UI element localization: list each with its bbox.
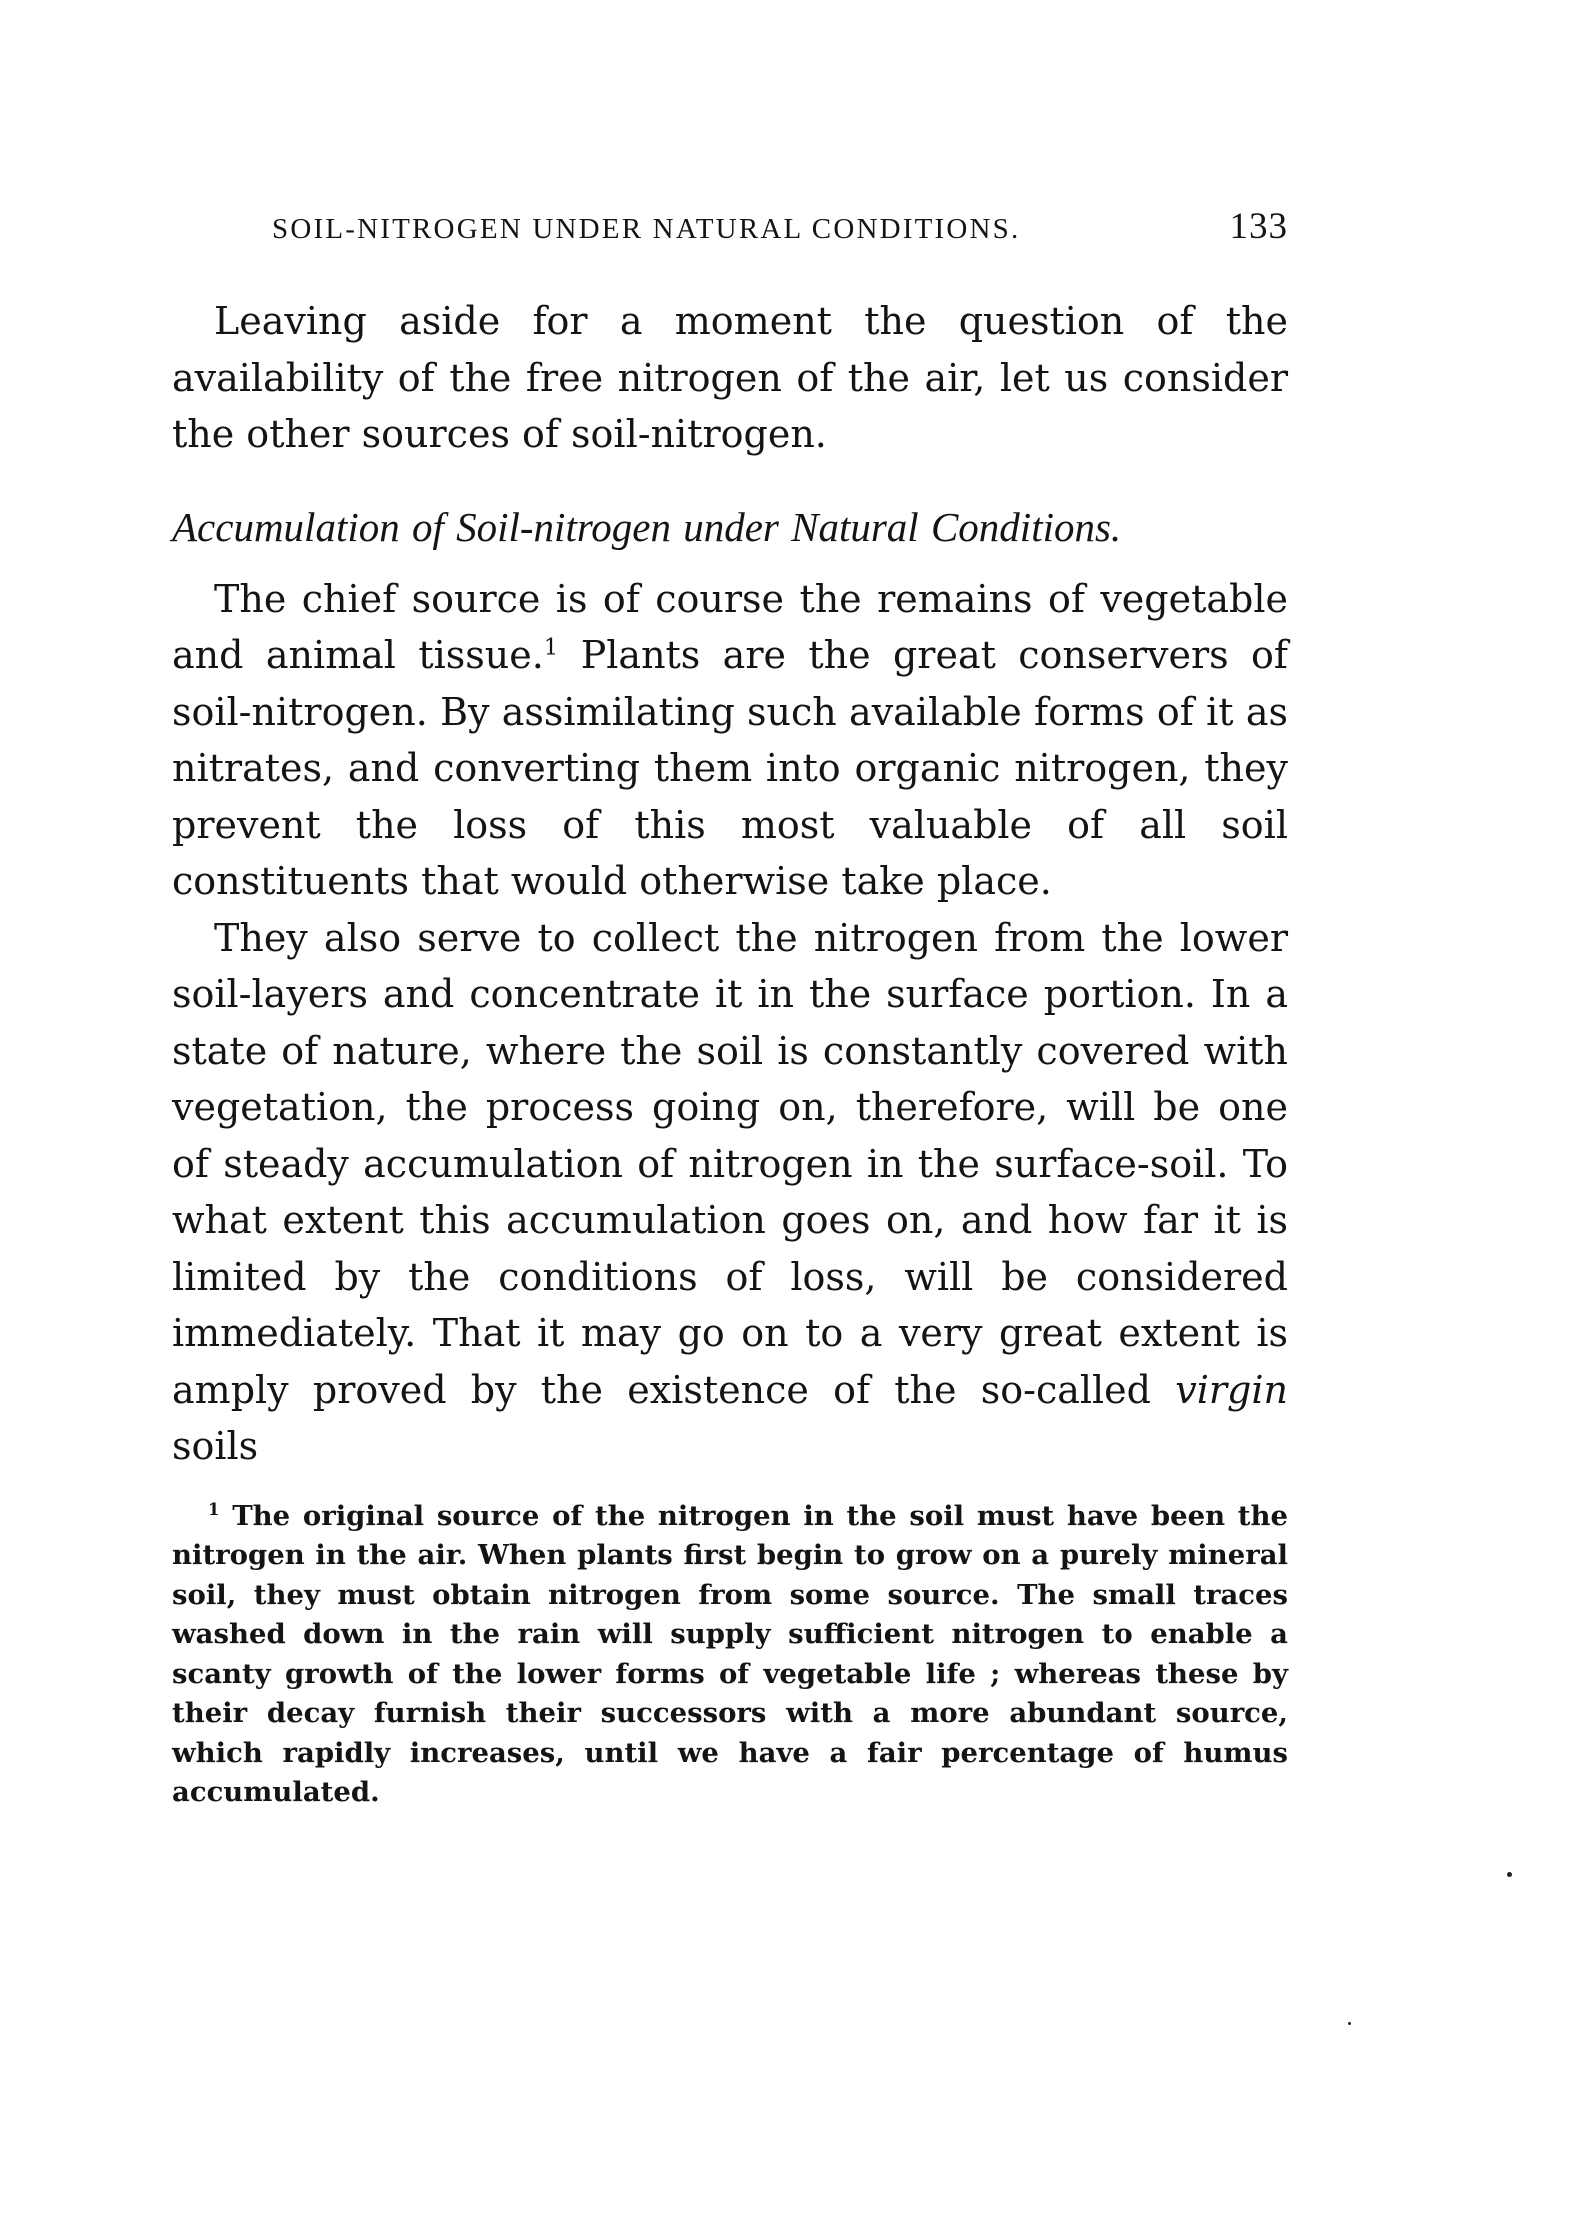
print-speck [1348,2022,1351,2025]
footnote [172,1497,1288,1813]
footnote-reference: 1 [543,634,559,661]
italic-virgin: virgin [1175,1367,1288,1412]
paragraph-chief-source-part2: Plants are the great conservers of soil-nitrogen. By assimilating such available forms of it as nitrates, and converting them into organic nitrogen, they prevent the loss of this most valuable of all soil constituents that would otherwise take place. [172,633,1288,903]
footnote-text: The original source of the nitrogen in the soil must have been the nitrogen in the air. When plants first begin to grow on a purely mineral soil, they must obtain nitrogen from some source. The small traces washed down in the rain will supply sufficient nitrogen to enable a scanty growth of the lower forms of vegetable life ; whereas these by their decay furnish their successors with a more abundant source, which rapidly increases, until we have a fair percentage of humus accumulated. [172,1499,1288,1808]
page-number: 133 [1229,206,1288,247]
paragraph-chief-source [172,571,1288,910]
paragraph-intro: Leaving aside for a moment the question of the availability of the free nitrogen of the air, let us consider the other sources of soil-nitrogen. [172,299,1288,456]
running-head-title: SOIL-NITROGEN UNDER NATURAL CONDITIONS. [272,213,1021,245]
section-heading: Accumulation of Soil-nitrogen under Natural Conditions. [172,503,1122,550]
paragraph-collect-nitrogen-part1: They also serve to collect the nitrogen from the lower soil-layers and concentrate it in the surface portion. In a state of nature, where the soil is constantly covered with vegetation, the process going on, therefore, will be one of steady accumulation of nitrogen in the surface-soil. To what extent this accumulation goes on, and how far it is limited by the conditions of loss, will be considered immediately. That it may go on to a very great extent is amply proved by the existence of the so-called [172,915,1288,1412]
footnote-marker: 1 [208,1499,220,1519]
running-head [272,205,1288,248]
paragraph-chief-source-part1: The chief source is of course the remains of vegetable and animal tissue. [172,576,1288,677]
paragraph-collect-nitrogen [172,910,1288,1475]
print-speck [1507,1872,1512,1877]
paragraph-collect-nitrogen-part2: soils [172,1424,259,1468]
book-page [172,205,1288,1840]
